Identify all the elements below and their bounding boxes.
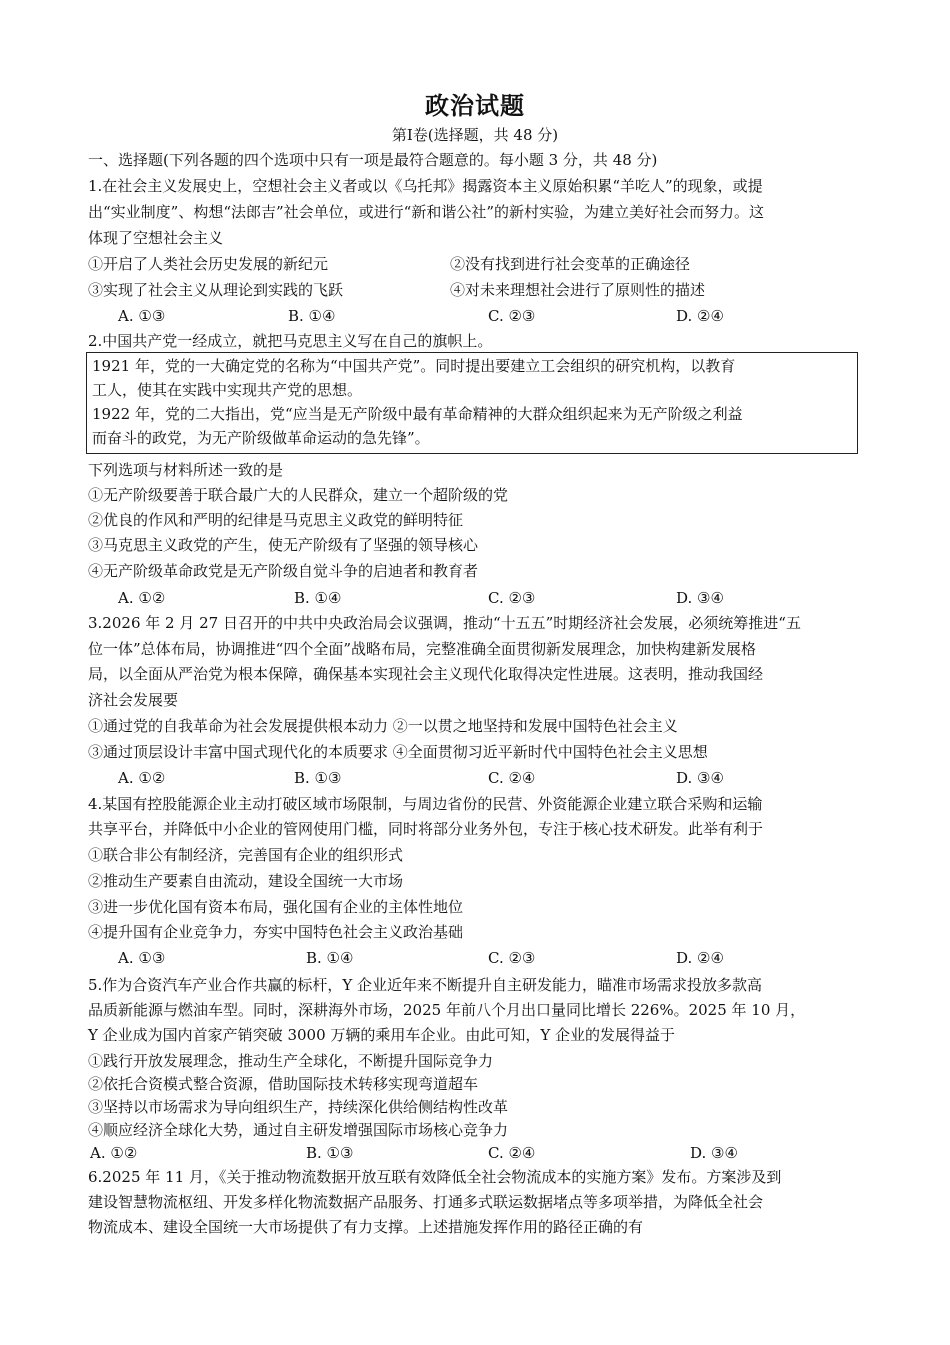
q3-stem-line: 济社会发展要 <box>88 691 179 709</box>
q5-stem-line: Y 企业成为国内首家产销突破 3000 万辆的乘用车企业。由此可知，Y 企业的发展得益于 <box>88 1026 676 1044</box>
q4-option-c: C. ②③ <box>488 949 536 967</box>
q4-statement: ④提升国有企业竞争力，夯实中国特色社会主义政治基础 <box>88 923 464 941</box>
q1-option-a: A. ①③ <box>118 307 166 325</box>
page-subtitle: 第I卷(选择题，共 48 分) <box>391 126 559 144</box>
q4-stem-line: 共享平台，并降低中小企业的管网使用门槛，同时将部分业务外包，专注于核心技术研发。此举有利于 <box>88 820 764 838</box>
q1-stem-line: 1.在社会主义发展史上，空想社会主义者或以《乌托邦》揭露资本主义原始积累“羊吃人”的现象，或提 <box>88 177 763 195</box>
q1-stem-line: 出“实业制度”、构想“法郎吉”社会单位，或进行“新和谐公社”的新村实验，为建立美好社会而努力。这 <box>88 203 765 221</box>
q2-statement: ①无产阶级要善于联合最广大的人民群众，建立一个超阶级的党 <box>88 486 509 504</box>
q4-statement: ③进一步优化国有资本布局，强化国有企业的主体性地位 <box>88 898 464 916</box>
q4-option-d: D. ②④ <box>676 949 724 967</box>
q5-statement: ②依托合资模式整合资源，借助国际技术转移实现弯道超车 <box>88 1075 479 1093</box>
q1-statement: ④对未来理想社会进行了原则性的描述 <box>450 281 706 299</box>
q2-statement: ③马克思主义政党的产生，使无产阶级有了坚强的领导核心 <box>88 536 479 554</box>
q2-material-line: 1922 年，党的二大指出，党“应当是无产阶级中最有革命精神的大群众组织起来为无产阶级之利益 <box>92 405 743 423</box>
q2-option-c: C. ②③ <box>488 589 536 607</box>
q3-stem-line: 局，以全面从严治党为根本保障，确保基本实现社会主义现代化取得决定性进展。这表明，推动我国经 <box>88 665 764 683</box>
q1-stem-line: 体现了空想社会主义 <box>88 229 224 247</box>
q1-statement: ③实现了社会主义从理论到实践的飞跃 <box>88 281 344 299</box>
q4-stem-line: 4.某国有控股能源企业主动打破区域市场限制，与周边省份的民营、外资能源企业建立联合采购和运输 <box>88 795 763 813</box>
q2-question: 下列选项与材料所述一致的是 <box>88 461 284 479</box>
q5-option-c: C. ②④ <box>488 1144 536 1162</box>
q5-option-b: B. ①③ <box>306 1144 354 1162</box>
q2-option-d: D. ③④ <box>676 589 724 607</box>
q1-statement: ②没有找到进行社会变革的正确途径 <box>450 255 691 273</box>
q4-option-b: B. ①④ <box>306 949 354 967</box>
q6-stem-line: 物流成本、建设全国统一大市场提供了有力支撑。上述措施发挥作用的路径正确的有 <box>88 1218 644 1236</box>
q3-option-c: C. ②④ <box>488 769 536 787</box>
q4-statement: ②推动生产要素自由流动，建设全国统一大市场 <box>88 872 404 890</box>
q3-statement: ①通过党的自我革命为社会发展提供根本动力 ②一以贯之地坚持和发展中国特色社会主义 <box>88 717 678 735</box>
q3-stem-line: 3.2026 年 2 月 27 日召开的中共中央政治局会议强调，推动“十五五”时期经济社会发展，必须统筹推进“五 <box>88 614 801 632</box>
q3-option-b: B. ①③ <box>294 769 342 787</box>
q5-option-d: D. ③④ <box>690 1144 738 1162</box>
q2-statement: ②优良的作风和严明的纪律是马克思主义政党的鲜明特征 <box>88 511 464 529</box>
q3-option-d: D. ③④ <box>676 769 724 787</box>
q5-option-a: A. ①② <box>90 1144 138 1162</box>
q6-stem-line: 6.2025 年 11 月，《关于推动物流数据开放互联有效降低全社会物流成本的实施方案》发布。方案涉及到 <box>88 1168 782 1186</box>
q4-option-a: A. ①③ <box>118 949 166 967</box>
q1-option-b: B. ①④ <box>288 307 336 325</box>
q5-statement: ①践行开放发展理念，推动生产全球化，不断提升国际竞争力 <box>88 1052 494 1070</box>
q2-material-line: 而奋斗的政党，为无产阶级做革命运动的急先锋”。 <box>92 429 430 447</box>
q2-material-line: 1921 年，党的一大确定党的名称为“中国共产党”。同时提出要建立工会组织的研究机构，以教育 <box>92 357 736 375</box>
q1-statement: ①开启了人类社会历史发展的新纪元 <box>88 255 329 273</box>
q4-statement: ①联合非公有制经济，完善国有企业的组织形式 <box>88 846 404 864</box>
q6-stem-line: 建设智慧物流枢纽、开发多样化物流数据产品服务、打通多式联运数据堵点等多项举措，为降低全社会 <box>88 1193 764 1211</box>
q5-stem-line: 品质新能源与燃油车型。同时，深耕海外市场，2025 年前八个月出口量同比增长 226%。2025 年 10 月， <box>88 1001 806 1019</box>
q2-option-b: B. ①④ <box>294 589 342 607</box>
q2-stem: 2.中国共产党一经成立，就把马克思主义写在自己的旗帜上。 <box>88 332 493 350</box>
q1-option-d: D. ②④ <box>676 307 724 325</box>
page-title: 政治试题 <box>425 91 525 120</box>
q2-material-line: 工人，使其在实践中实现共产党的思想。 <box>92 381 363 399</box>
q3-stem-line: 位一体”总体布局，协调推进“四个全面”战略布局，完整准确全面贯彻新发展理念，加快构建新发展格 <box>88 640 757 658</box>
q3-statement: ③通过顶层设计丰富中国式现代化的本质要求 ④全面贯彻习近平新时代中国特色社会主义思想 <box>88 743 708 761</box>
q5-stem-line: 5.作为合资汽车产业合作共赢的标杆，Y 企业近年来不断提升自主研发能力，瞄准市场需求投放多款高 <box>88 976 762 994</box>
q5-statement: ④顺应经济全球化大势，通过自主研发增强国际市场核心竞争力 <box>88 1121 509 1139</box>
q3-option-a: A. ①② <box>118 769 166 787</box>
q2-option-a: A. ①② <box>118 589 166 607</box>
q2-statement: ④无产阶级革命政党是无产阶级自觉斗争的启迪者和教育者 <box>88 562 479 580</box>
q5-statement: ③坚持以市场需求为导向组织生产，持续深化供给侧结构性改革 <box>88 1098 509 1116</box>
section-heading: 一、选择题(下列各题的四个选项中只有一项是最符合题意的。每小题 3 分，共 48 分) <box>88 151 658 169</box>
q1-option-c: C. ②③ <box>488 307 536 325</box>
